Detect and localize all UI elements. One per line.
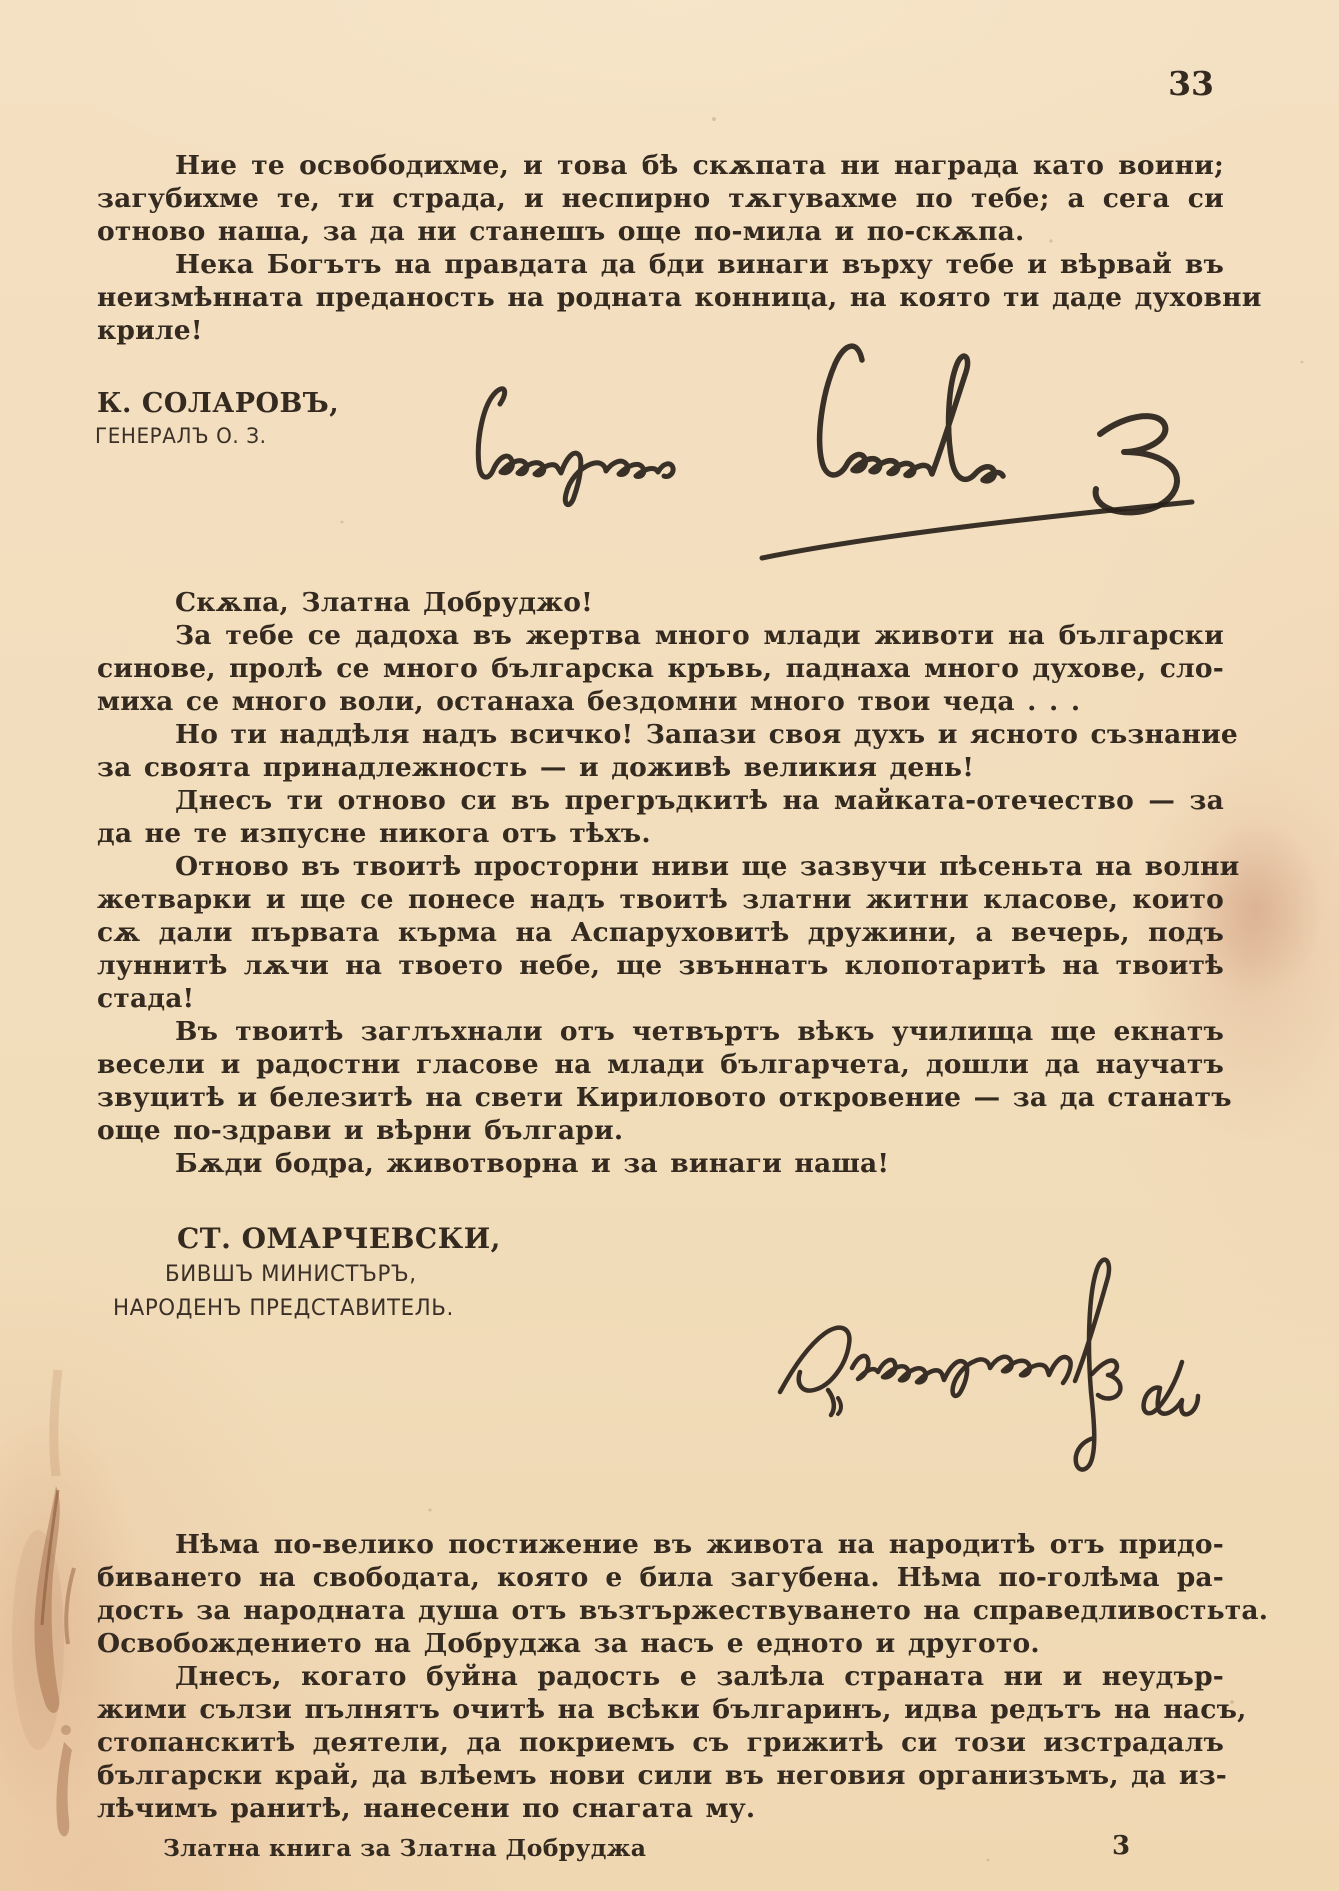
text-line: звуцитѣ и белезитѣ на свети Кириловото откровение — за да станатъ (97, 1082, 1232, 1113)
text-line: криле! (97, 315, 203, 346)
text-line: сѫ дали първата кърма на Аспаруховитѣ дружини, а вечерь, подъ (97, 917, 1224, 948)
text-line: Въ твоитѣ заглъхнали отъ четвъртъ вѣкъ училища ще екнатъ (175, 1016, 1224, 1047)
text-line: Освобождението на Добруджа за насъ е едното и другото. (97, 1628, 1040, 1659)
paper-tear-marks (12, 1370, 74, 1836)
text-line: жетварки и ще се понесе надъ твоитѣ златни житни класове, които (97, 884, 1224, 915)
footer-book-title: Златна книга за Златна Добруджа (163, 1834, 647, 1862)
text-line: отново наша, за да ни станешъ още по-мила и по-скѫпа. (97, 216, 1025, 247)
text-line: Бѫди бодра, животворна и за винаги наша! (175, 1148, 890, 1179)
text-line: Ние те освободихме, и това бѣ скѫпата ни награда като воини; (175, 150, 1224, 181)
text-line: загубихме те, ти страда, и неспирно тѫгувахме по тебе; а сега си (97, 183, 1224, 214)
text-line: български край, да влѣемъ нови сили въ неговия организъмъ, да из- (97, 1760, 1228, 1791)
text-line: синове, пролѣ се много българска кръвь, паднаха много духове, сло- (97, 653, 1224, 684)
text-line: Но ти наддѣля надъ всичко! Запази своя духъ и ясното съзнание (175, 719, 1238, 750)
signatory-1-name: К. СОЛАРОВЪ, (97, 388, 340, 419)
text-line: лѣчимъ ранитѣ, нанесени по снагата му. (97, 1793, 756, 1824)
text-line: жими сълзи пълнятъ очитѣ на всѣки българинъ, идва редътъ на насъ, (97, 1694, 1247, 1725)
text-line: Днесъ, когато буйна радость е залѣла страната ни и неудър- (175, 1661, 1224, 1692)
signatory-2-name: СТ. ОМАРЧЕВСКИ, (177, 1222, 501, 1255)
text-line: миха се много воли, останаха бездомни много твои чеда . . . (97, 686, 1081, 717)
text-line: весели и радостни гласове на млади българчета, дошли да научатъ (97, 1049, 1224, 1080)
text-line: луннитѣ лѫчи на твоето небе, ще звъннатъ клопотаритѣ на твоитѣ (97, 950, 1224, 981)
page-number: 33 (1168, 64, 1214, 103)
text-line: Нека Богътъ на правдата да бди винаги върху тебе и вѣрвай въ (175, 249, 1224, 280)
text-line: За тебе се дадоха въ жертва много млади животи на български (175, 620, 1224, 651)
text-line: неизмѣнната преданость на родната конница, на която ти даде духовни (97, 282, 1262, 313)
paper-specks (161, 117, 1304, 1861)
text-line: стопанскитѣ деятели, да покриемъ съ грижитѣ си този изстрадалъ (97, 1727, 1224, 1758)
text-line: Скѫпа, Златна Добруджо! (175, 587, 593, 618)
signatory-1-title: ГЕНЕРАЛЪ О. З. (95, 424, 267, 448)
text-line: стада! (97, 983, 195, 1014)
text-line: да не те изпусне никога отъ тѣхъ. (97, 818, 651, 849)
text-line: дость за народната душа отъ възтържествуването на справедливостьта. (97, 1595, 1269, 1626)
handwritten-signature-solarov (478, 346, 1192, 558)
text-line: за своята принадлежность — и доживѣ великия день! (97, 752, 975, 783)
text-line: Днесъ ти отново си въ прегръдкитѣ на майката-отечество — за (175, 785, 1224, 816)
text-line: Отново въ твоитѣ просторни ниви ще зазвучи пѣсеньта на волни (175, 851, 1240, 882)
footer-signature-number: 3 (1112, 1831, 1131, 1861)
text-line: Нѣма по-велико постижение въ живота на народитѣ отъ придо- (175, 1529, 1224, 1560)
signatory-2-title-2: НАРОДЕНЪ ПРЕДСТАВИТЕЛЬ. (113, 1295, 454, 1321)
handwritten-signature-omarchevski (780, 1260, 1198, 1470)
signatory-2-title-1: БИВШЪ МИНИСТЪРЪ, (165, 1261, 417, 1287)
text-line: още по-здрави и вѣрни българи. (97, 1115, 624, 1146)
text-line: биването на свободата, която е била загубена. Нѣма по-голѣма ра- (97, 1562, 1224, 1593)
